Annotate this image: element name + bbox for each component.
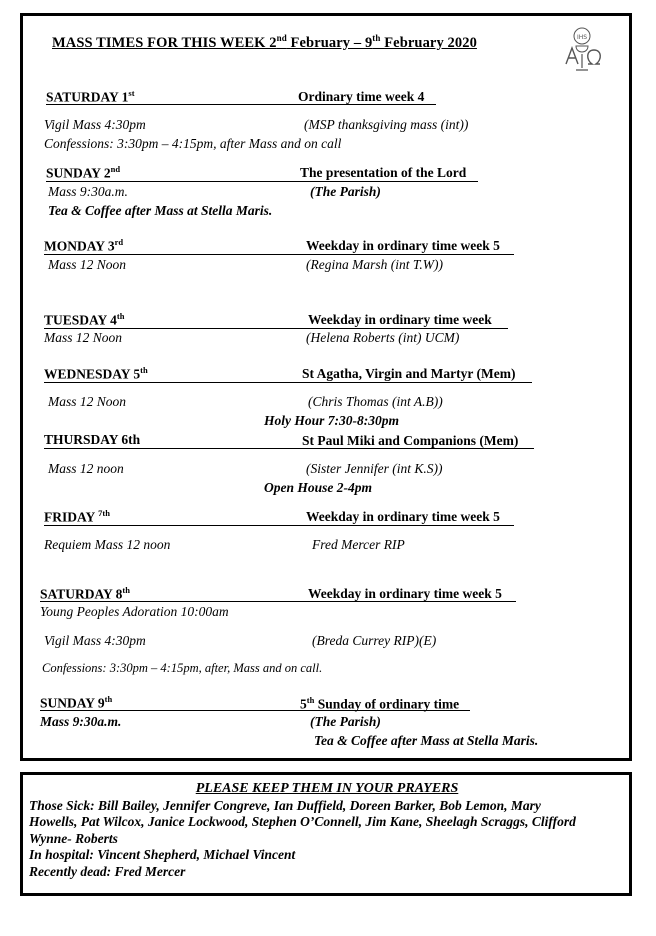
prayers-title: PLEASE KEEP THEM IN YOUR PRAYERS <box>195 781 459 796</box>
notice-line: Open House 2-4pm <box>264 480 372 495</box>
sick-list-line: Those Sick: Bill Bailey, Jennifer Congreve, Ian Duffield, Doreen Barker, Bob Lemon, Mary <box>29 797 541 813</box>
heading-rule <box>40 601 516 602</box>
day-heading-saturday-1: SATURDAY 1st <box>46 88 135 105</box>
intention-line: Fred Mercer RIP <box>312 537 405 552</box>
feast-heading-sunday-9: 5th Sunday of ordinary time <box>300 695 460 712</box>
notice-line: Tea & Coffee after Mass at Stella Maris. <box>48 203 273 218</box>
heading-rule <box>40 710 470 711</box>
heading-rule <box>44 448 534 449</box>
prayers-section <box>29 781 625 881</box>
feast-heading-saturday-8: Weekday in ordinary time week 5 <box>308 586 502 601</box>
service-line: Mass 9:30a.m. <box>48 184 128 199</box>
service-line: Vigil Mass 4:30pm <box>44 633 146 648</box>
service-line: Mass 12 Noon <box>48 394 127 409</box>
service-line: Requiem Mass 12 noon <box>44 537 171 552</box>
service-line: Mass 12 Noon <box>48 257 127 272</box>
service-line: Confessions: 3:30pm – 4:15pm, after, Mass and on call. <box>42 661 323 675</box>
sick-list-line: Wynne- Roberts <box>29 830 118 846</box>
intention-line: (Helena Roberts (int) UCM) <box>306 330 460 345</box>
notice-line: Tea & Coffee after Mass at Stella Maris. <box>314 733 539 748</box>
sick-list-line: Howells, Pat Wilcox, Janice Lockwood, Stephen O’Connell, Jim Kane, Sheelagh Scraggs, Clifford <box>29 814 576 830</box>
day-heading-tuesday-4: TUESDAY 4th <box>44 311 125 328</box>
day-heading-friday-7: FRIDAY $^{7th}$ <box>44 508 110 525</box>
intention-line: (Regina Marsh (int T.W)) <box>306 257 443 272</box>
intention-line: (The Parish) <box>310 714 381 729</box>
feast-heading-tuesday-4: Weekday in ordinary time week <box>308 312 492 327</box>
service-line: Vigil Mass 4:30pm <box>44 117 146 132</box>
intention-line: (Breda Currey RIP)(E) <box>312 633 437 648</box>
feast-heading-sunday-2: The presentation of the Lord <box>300 165 467 180</box>
intention-line: (Chris Thomas (int A.B)) <box>308 394 443 409</box>
service-line: Young Peoples Adoration 10:00am <box>40 604 229 619</box>
intention-line: (The Parish) <box>310 184 381 199</box>
feast-heading-wednesday-5: St Agatha, Virgin and Martyr (Mem) <box>302 366 516 381</box>
feast-heading-monday-3: Weekday in ordinary time week 5 <box>306 238 500 253</box>
heading-rule <box>46 181 478 182</box>
day-heading-saturday-8: SATURDAY 8th <box>40 585 130 602</box>
service-line: Confessions: 3:30pm – 4:15pm, after Mass and on call <box>44 136 342 151</box>
intention-line: (Sister Jennifer (int K.S)) <box>306 461 443 476</box>
page-title: MASS TIMES FOR THIS WEEK 2nd February – 9th February 2020 <box>52 33 477 51</box>
svg-text:IHS: IHS <box>576 34 588 41</box>
day-heading-wednesday-5: WEDNESDAY 5th <box>44 365 148 382</box>
feast-heading-friday-7: Weekday in ordinary time week 5 <box>306 509 500 524</box>
feast-heading-thursday-6: St Paul Miki and Companions (Mem) <box>302 433 519 448</box>
day-heading-sunday-9: SUNDAY 9th <box>40 694 113 711</box>
heading-rule <box>44 328 508 329</box>
service-line: Mass 12 noon <box>48 461 124 476</box>
alpha-omega-chalice-icon <box>560 24 608 80</box>
intention-line: (MSP thanksgiving mass (int)) <box>304 117 469 132</box>
heading-rule <box>44 254 514 255</box>
day-heading-monday-3: MONDAY 3rd <box>44 237 124 254</box>
heading-rule <box>46 104 436 105</box>
feast-heading-saturday-1: Ordinary time week 4 <box>298 89 425 104</box>
day-heading-sunday-2: SUNDAY 2nd <box>46 164 121 181</box>
heading-rule <box>44 382 532 383</box>
recently-dead-line: Recently dead: Fred Mercer <box>29 863 186 879</box>
service-line: Mass 9:30a.m. <box>40 714 122 729</box>
heading-rule <box>44 525 514 526</box>
notice-line: Holy Hour 7:30-8:30pm <box>264 413 399 428</box>
day-heading-thursday-6: THURSDAY 6th <box>44 432 141 447</box>
service-line: Mass 12 Noon <box>44 330 123 345</box>
hospital-line: In hospital: Vincent Shepherd, Michael Vincent <box>29 847 296 863</box>
